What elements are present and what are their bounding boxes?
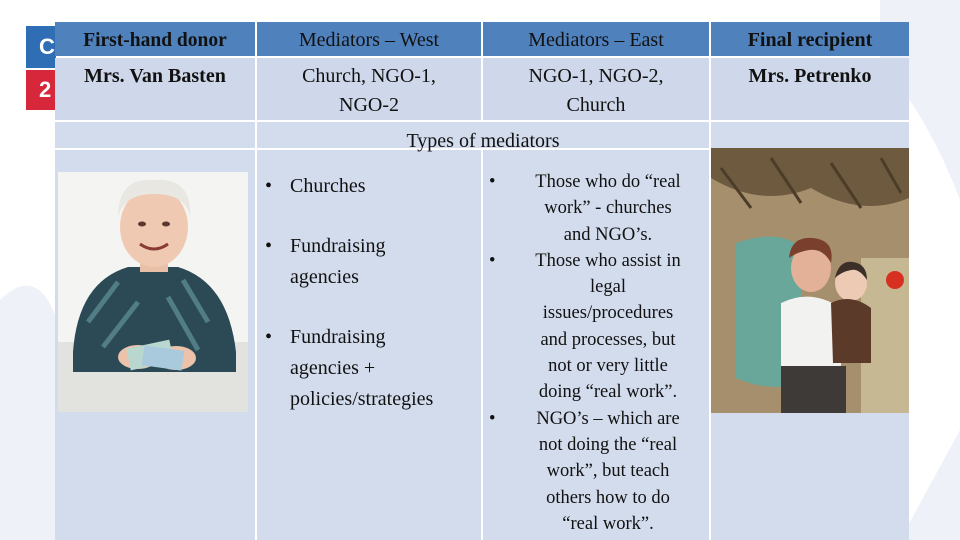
- list-item-line: work” - churches: [544, 198, 672, 219]
- logo-letter-c: C: [39, 34, 55, 59]
- types-of-mediators-heading: Types of mediators: [406, 130, 560, 152]
- bullet-dot: •: [489, 250, 496, 271]
- list-item-line: not doing the “real: [538, 434, 678, 455]
- bullet-dot: •: [489, 408, 496, 429]
- east-mediators-line1: NGO-1, NGO-2,: [528, 65, 664, 87]
- header-mediators-west: Mediators – West: [298, 29, 440, 51]
- list-item-line: others how to do: [546, 487, 670, 508]
- west-mediators-line1: Church, NGO-1,: [302, 65, 436, 87]
- donor-photo: [58, 172, 248, 412]
- list-item: [265, 322, 479, 415]
- list-item-line: Those who assist in: [535, 250, 681, 271]
- logo-top-block: [26, 26, 56, 68]
- bullet-dot: •: [265, 326, 273, 348]
- list-item-line: Those who do “real: [535, 172, 681, 192]
- list-item: [489, 169, 705, 248]
- list-item-line: agencies +: [290, 357, 376, 379]
- list-item-line: Fundraising: [290, 326, 386, 348]
- list-item-line: policies/strategies: [290, 388, 434, 410]
- list-item: [489, 406, 705, 537]
- right-mediator-list: [489, 169, 705, 537]
- row2-cell-recipient: [711, 122, 909, 148]
- list-item-line: NGO’s – which are: [536, 408, 680, 429]
- recipient-photo: [711, 148, 909, 413]
- list-item: [265, 171, 479, 202]
- row2-cell-donor: [55, 122, 255, 148]
- recipient-name: Mrs. Petrenko: [748, 65, 872, 87]
- list-item-line: issues/procedures: [542, 303, 674, 324]
- list-item-line: “real work”.: [562, 513, 654, 534]
- logo-digit-2: 2: [39, 77, 52, 102]
- list-item-line: doing “real work”.: [538, 382, 678, 403]
- list-item-line: legal: [590, 277, 626, 298]
- donor-name: Mrs. Van Basten: [84, 65, 226, 87]
- left-mediator-list: [265, 171, 479, 415]
- west-mediators-line2: NGO-2: [339, 94, 399, 116]
- list-item: [265, 231, 479, 293]
- list-item-line: and NGO’s.: [563, 224, 653, 245]
- list-item-line: work”, but teach: [546, 461, 670, 482]
- bullet-dot: •: [265, 235, 273, 257]
- list-item: [489, 248, 705, 406]
- header-first-hand-donor: First-hand donor: [83, 30, 227, 51]
- east-mediators-line2: Church: [566, 94, 626, 116]
- list-item-line: agencies: [290, 266, 359, 288]
- bullet-dot: •: [265, 175, 273, 197]
- header-final-recipient: Final recipient: [747, 29, 873, 51]
- logo-bottom-block: [26, 70, 56, 110]
- header-mediators-east: Mediators – East: [528, 29, 664, 51]
- list-item-line: Fundraising: [290, 235, 386, 257]
- list-item-line: and processes, but: [540, 329, 676, 350]
- list-item-line: Churches: [290, 175, 366, 197]
- bullet-dot: •: [489, 172, 496, 192]
- list-item-line: not or very little: [548, 356, 668, 377]
